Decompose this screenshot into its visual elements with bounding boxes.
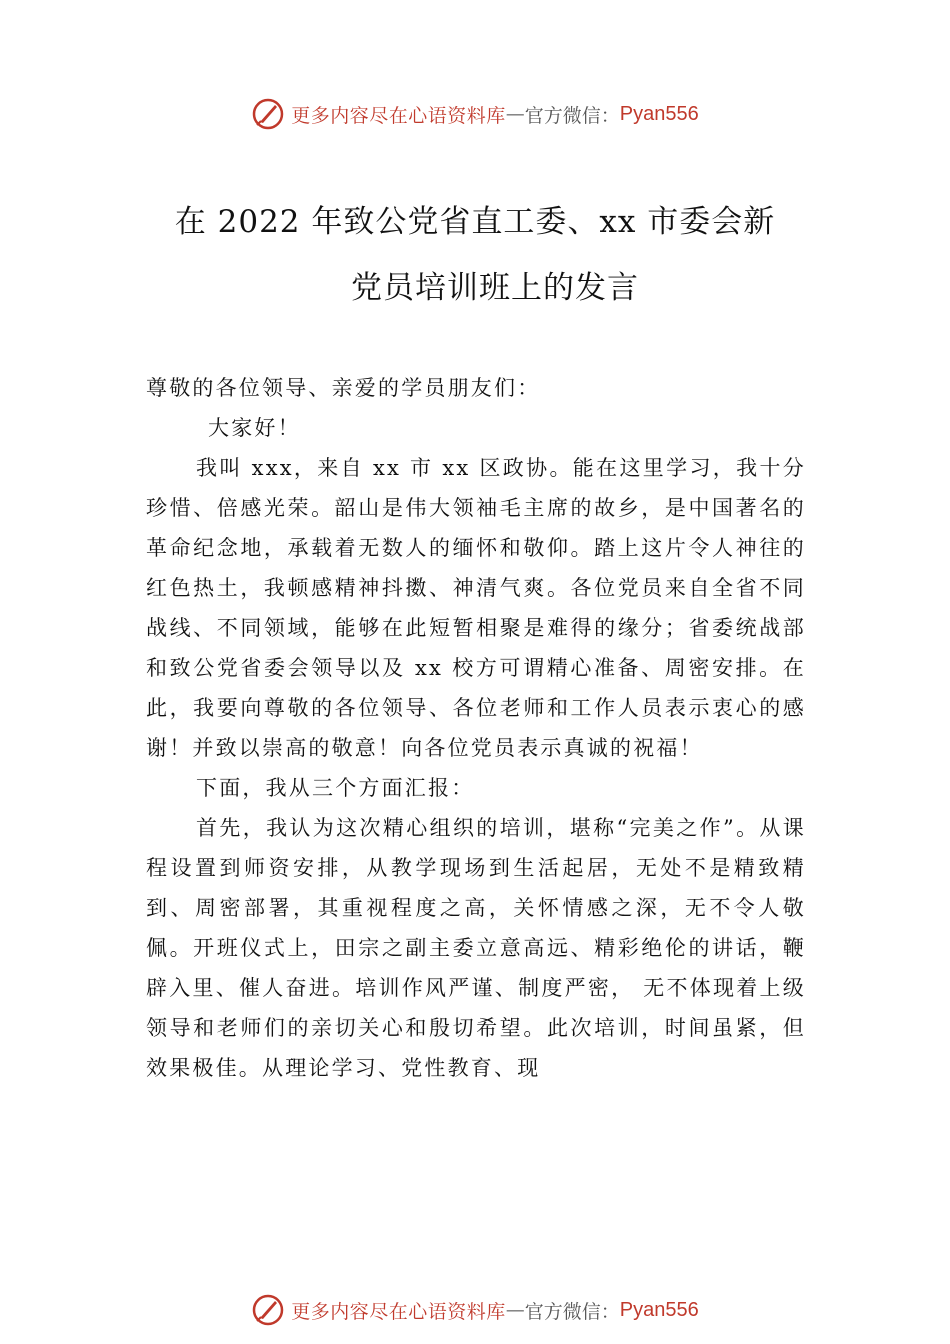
- watermark-wechat-label: 官方微信：: [524, 104, 620, 127]
- paragraph-outline: 下面，我从三个方面汇报：: [196, 776, 475, 800]
- watermark-text: 更多内容尽在心语资料库: [291, 1300, 506, 1323]
- salutation: 尊敬的各位领导、亲爱的学员朋友们：: [146, 376, 541, 400]
- quill-logo-icon: [251, 1293, 285, 1327]
- document-title-line-1: 在 2022 年致公党省直工委、xx 市委会新: [174, 204, 776, 240]
- watermark-separator: —: [505, 1299, 525, 1321]
- header-watermark: [0, 94, 950, 134]
- greeting: 大家好！: [208, 416, 301, 440]
- paragraph-intro: 我叫 xxx，来自 xx 市 xx 区政协。能在这里学习，我十分珍惜、倍感光荣。韶山是伟大领袖毛主席的故乡，是中国著名的革命纪念地，承载着无数人的缅怀和敬仰。踏上这片令人神往的红色热土，我顿感精神抖擞、神清气爽。各位党员来自全省不同战线、不同领域，能够在此短暂相聚是难得的缘分；省委统战部和致公党省委会领导以及 xx 校方可谓精心准备、周密安排。在此，我要向尊敬的各位领导、各位老师和工作人员表示衷心的感谢！并致以崇高的敬意！向各位党员表示真诚的祝福！: [146, 456, 806, 760]
- footer-watermark: [0, 1290, 950, 1330]
- watermark-wechat-id: Pyan556: [619, 102, 699, 125]
- watermark-text: 更多内容尽在心语资料库: [291, 104, 506, 127]
- quill-logo-icon: [251, 97, 285, 131]
- watermark-separator: —: [505, 103, 525, 125]
- watermark-wechat-label: 官方微信：: [524, 1300, 620, 1323]
- document-body: [146, 368, 806, 1088]
- watermark-wechat-id: Pyan556: [619, 1298, 699, 1321]
- document-title-line-2: 党员培训班上的发言: [351, 270, 639, 306]
- paragraph-first-point: 首先，我认为这次精心组织的培训，堪称“完美之作”。从课程设置到师资安排，从教学现场到生活起居，无处不是精致精到、周密部署，其重视程度之高，关怀情感之深，无不令人敬佩。开班仪式上，田宗之副主委立意高远、精彩绝伦的讲话，鞭辟入里、催人奋进。培训作风严谨、制度严密， 无不体现着上级领导和老师们的亲切关心和殷切希望。此次培训，时间虽紧，但效果极佳。从理论学习、党性教育、现: [146, 816, 806, 1080]
